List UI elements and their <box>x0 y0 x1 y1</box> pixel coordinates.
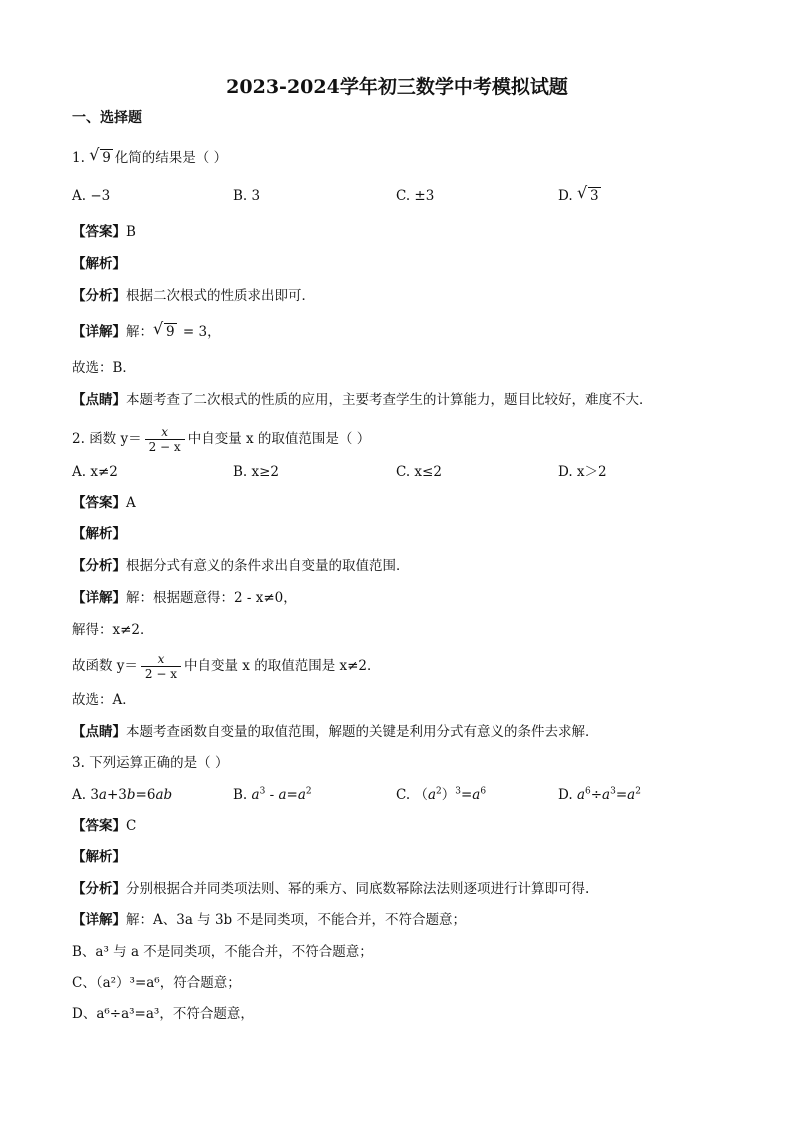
detail-line-b: B、a³ 与 a 不是同类项，不能合并，不符合题意； <box>72 944 373 960</box>
question-2: 2. 函数 y＝ $\frac{x}{2 - x}$ 中自变量 x 的取值范围是（ ） <box>72 425 371 454</box>
solve-line: 解得：x≠2． <box>72 622 154 638</box>
jiexi-heading: 【解析】 <box>72 526 126 542</box>
sqrt-expression: √ 9 <box>89 145 111 166</box>
option-c: C. $(a^2)^3=a^6$ <box>396 786 487 803</box>
comment-line: 【点睛】本题考查了二次根式的性质的应用，主要考查学生的计算能力，题目比较好，难度不大． <box>72 392 653 408</box>
detail-line: 【详解】解：A、3a 与 3b 不是同类项，不能合并，不符合题意； <box>72 912 466 928</box>
choice-line: 故选：A． <box>72 692 136 708</box>
analysis-line: 【分析】根据二次根式的性质求出即可． <box>72 288 315 304</box>
option-a: A. −3 <box>72 188 111 204</box>
option-d: D. $a^6\div a^3=a^2$ <box>558 786 641 803</box>
option-c: C. x≤2 <box>396 464 442 480</box>
analysis-line: 【分析】分别根据合并同类项法则、幂的乘方、同底数幂除法法则逐项进行计算即可得. <box>72 881 590 897</box>
option-a: A. 3a+3b=6ab <box>72 787 173 803</box>
option-c: C. ±3 <box>396 188 435 204</box>
option-b: B. $a^3 - a=a^2$ <box>233 786 312 803</box>
jiexi-heading: 【解析】 <box>72 256 126 272</box>
detail-line-d: D、a⁶÷a³=a³，不符合题意， <box>72 1006 254 1022</box>
page-title: 2023-2024学年初三数学中考模拟试题 <box>226 76 568 98</box>
fraction: $\frac{x}{2 - x}$ <box>145 425 185 454</box>
detail-line: 【详解】解：根据题意得：2 - x≠0， <box>72 590 297 606</box>
question-stem: 化简的结果是（ ） <box>114 150 228 166</box>
conclusion-line: 故函数 y＝ $\frac{x}{2 - x}$ 中自变量 x 的取值范围是 x≠2． <box>72 652 381 681</box>
question-3: 3. 下列运算正确的是（ ） <box>72 755 229 771</box>
comment-line: 【点睛】本题考查函数自变量的取值范围，解题的关键是利用分式有意义的条件去求解． <box>72 724 599 740</box>
question-number: 1. <box>72 150 85 166</box>
option-b: B. 3 <box>233 188 261 204</box>
option-d: D. x＞2 <box>558 464 607 480</box>
analysis-line: 【分析】根据分式有意义的条件求出自变量的取值范围． <box>72 558 410 574</box>
detail-line: 【详解】解： √ 9 = 3， <box>72 319 221 340</box>
choice-line: 故选：B． <box>72 360 136 376</box>
answer-line: 【答案】C <box>72 818 137 834</box>
option-d: D. √ 3 <box>558 183 599 204</box>
option-a: A. x≠2 <box>72 464 118 480</box>
detail-line-c: C、（a²）³=a⁶，符合题意； <box>72 975 241 991</box>
answer-line: 【答案】A <box>72 495 136 511</box>
jiexi-heading: 【解析】 <box>72 849 126 865</box>
section-heading: 一、选择题 <box>72 110 142 126</box>
option-b: B. x≥2 <box>233 464 280 480</box>
answer-line: 【答案】B <box>72 224 136 240</box>
question-1 <box>72 145 228 168</box>
